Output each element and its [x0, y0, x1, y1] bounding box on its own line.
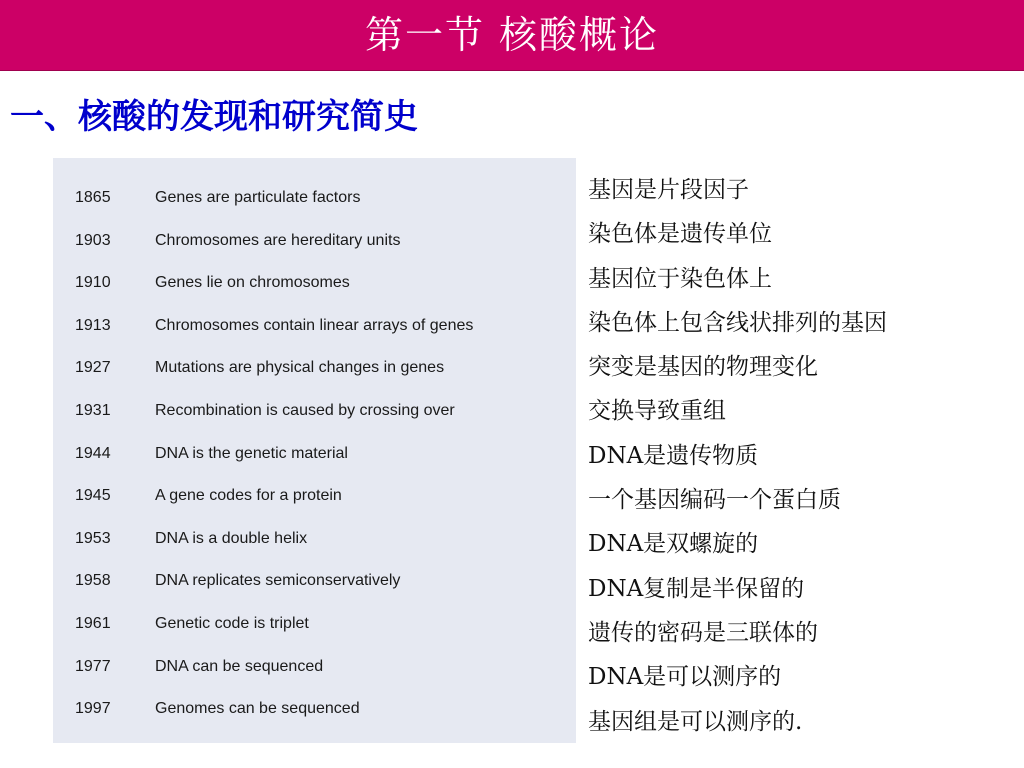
table-row: [53, 647, 576, 687]
table-row: [53, 519, 576, 559]
table-row: [53, 391, 576, 431]
table-row: [53, 306, 576, 346]
event-cell: DNA is a double helix: [155, 529, 308, 547]
table-row: [53, 689, 576, 729]
title-bar: [0, 0, 1024, 71]
event-cell: DNA is the genetic material: [155, 444, 348, 462]
year-cell: 1865: [75, 189, 111, 206]
year-cell: 1997: [75, 700, 111, 718]
list-item: 基因位于染色体上: [588, 265, 772, 292]
list-item: DNA是双螺旋的: [588, 531, 759, 558]
year-cell: 1931: [75, 402, 111, 419]
year-cell: 1953: [75, 529, 111, 547]
list-item: 染色体是遗传单位: [588, 221, 772, 248]
table-row: [53, 434, 576, 474]
table-row: [53, 263, 576, 303]
event-cell: A gene codes for a protein: [155, 487, 342, 505]
event-cell: Recombination is caused by crossing over: [155, 402, 455, 419]
table-row: [53, 604, 576, 644]
list-item: DNA复制是半保留的: [588, 575, 805, 602]
year-cell: 1903: [75, 231, 111, 249]
list-item: 突变是基因的物理变化: [588, 354, 818, 381]
event-cell: Genes lie on chromosomes: [155, 274, 350, 292]
event-cell: Genes are particulate factors: [155, 189, 361, 206]
year-cell: 1945: [75, 487, 111, 505]
list-item: 基因组是可以测序的.: [588, 708, 803, 735]
list-item: 一个基因编码一个蛋白质: [588, 487, 841, 514]
table-row: [53, 348, 576, 388]
translation-list: [588, 168, 1018, 744]
table-row: [53, 476, 576, 516]
list-item: DNA是可以测序的: [588, 664, 782, 691]
list-item: 基因是片段因子: [588, 177, 749, 203]
year-cell: 1958: [75, 572, 111, 590]
event-cell: Genetic code is triplet: [155, 615, 309, 632]
event-cell: Genomes can be sequenced: [155, 700, 360, 718]
event-cell: Chromosomes contain linear arrays of genes: [155, 316, 474, 334]
event-cell: Chromosomes are hereditary units: [155, 231, 401, 249]
list-item: 交换导致重组: [588, 398, 726, 425]
table-row: [53, 221, 576, 261]
list-item: 遗传的密码是三联体的: [588, 619, 818, 646]
table-row: [53, 178, 576, 218]
event-cell: Mutations are physical changes in genes: [155, 359, 445, 377]
year-cell: 1977: [75, 657, 111, 675]
year-cell: 1961: [75, 615, 111, 632]
year-cell: 1927: [75, 359, 111, 377]
year-cell: 1944: [75, 444, 111, 462]
timeline-table: [53, 158, 576, 743]
year-cell: 1913: [75, 316, 111, 334]
slide-title: 第一节 核酸概论: [364, 13, 660, 57]
list-item: 染色体上包含线状排列的基因: [588, 309, 887, 336]
event-cell: DNA replicates semiconservatively: [155, 572, 401, 590]
section-heading: 一、核酸的发现和研究简史: [10, 97, 418, 137]
year-cell: 1910: [75, 274, 111, 292]
list-item: DNA是遗传物质: [588, 442, 759, 469]
table-row: [53, 561, 576, 601]
event-cell: DNA can be sequenced: [155, 657, 324, 675]
